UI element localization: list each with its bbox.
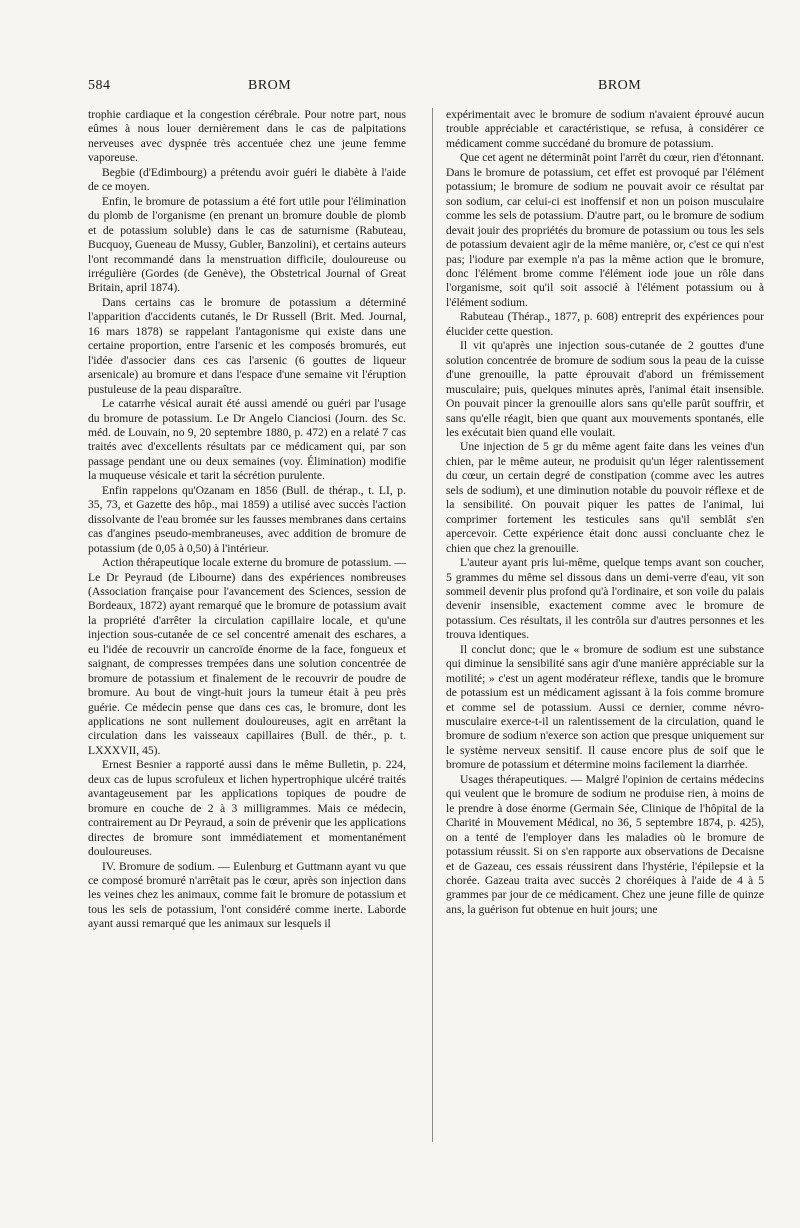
section-paragraph: Usages thérapeutiques. — Malgré l'opinion de certains médecins qui veulent que le bromure de sodium ne produise rien, à moins de le prendre à dose énorme (Germain Sée, Clinique de l'hôpital de la Charité in Mouvement Médical, no 36, 5 septembre 1874, p. 425), on a tenté de l'employer dans les maladies où le bromure de potassium réussit. Si on s'en rapporte aux observations de Decaisne et de Gazeau, ces essais réussirent dans l'hystérie, l'épilepsie et la chorée. Gazeau traita avec succès 2 choréiques à l'aide de 4 à 5 grammes par jour de ce médicament. Chez une jeune fille de quinze ans, la guérison fut obtenue en huit jours; une bbox=[446, 772, 764, 916]
paragraph: Le catarrhe vésical aurait été aussi amendé ou guéri par l'usage du bromure de potassium. Le Dr Angelo Cianciosi (Journ. des Sc. méd. de Louvain, no 9, 20 septembre 1880, p. 472) en a relaté 7 cas traités avec d'excellents résultats par ce médicament qui, par son passage pendant une ou deux semaines (voy. Élimination) modifie la muqueuse vésicale et tarit la sécrétion purulente. bbox=[88, 397, 406, 483]
page-number: 584 bbox=[88, 78, 111, 93]
section-paragraph: IV. Bromure de sodium. — Eulenburg et Guttmann ayant vu que ce composé bromuré n'arrêtait pas le cœur, après son injection dans les veines chez les animaux, comme fait le bromure de potassium et tous les sels de potassium, l'ont considéré comme inerte. Laborde ayant aussi remarqué que les animaux sur lesquels il bbox=[88, 859, 406, 931]
paragraph: Rabuteau (Thérap., 1877, p. 608) entreprit des expériences pour élucider cette question. bbox=[446, 310, 764, 338]
paragraph: L'auteur ayant pris lui-même, quelque temps avant son coucher, 5 grammes du même sel dissous dans un demi-verre d'eau, vit son sommeil devenir plus profond qu'à l'ordinaire, et son voile du palais devenir insensible, exactement comme avec le bromure de potassium. Ces résultats, il les contrôla sur d'autres personnes et les trouva identiques. bbox=[446, 556, 764, 642]
paragraph: trophie cardiaque et la congestion cérébrale. Pour notre part, nous eûmes à nous louer dernièrement dans le cas de palpitations nerveuses avec dyspnée très accentuée chez une jeune femme vaporeuse. bbox=[88, 108, 406, 165]
left-column bbox=[88, 108, 406, 932]
column-divider bbox=[432, 108, 433, 1142]
running-head-left: BROM bbox=[248, 78, 292, 93]
paragraph: Il vit qu'après une injection sous-cutanée de 2 gouttes d'une solution concentrée de bromure de sodium sous la peau de la cuisse d'une grenouille, la patte éprouvait d'abord un frémissement musculaire; puis, quelques minutes après, l'animal était insensible. On pouvait pincer la grenouille alors sans qu'elle parût souffrir, et sans qu'elle réagit, bien que quant aux mouvements spontanés, elle les exécutait bien quand elle voulait. bbox=[446, 339, 764, 439]
section-paragraph: Action thérapeutique locale externe du bromure de potassium. — Le Dr Peyraud (de Libourne) dans des expériences nombreuses (Association française pour l'avancement des Sciences, session de Bordeaux, 1872) ayant remarqué que le bromure de potassium avait la propriété d'arrêter la circulation capillaire locale, et qu'une injection sous-cutanée de ce sel concentré amenait des eschares, a eu l'idée de recouvrir un cancroïde énorme de la face, fongueux et saignant, de compresses trempées dans une solution concentrée de bromure de potassium et finalement de le recouvrir de poudre de bromure. Au bout de vingt-huit jours la tumeur était à peu près guérie. Ce médecin pense que dans ces cas, le bromure, dont les applications ne sont nullement douloureuses, agit en arrêtant la circulation dans les vaisseaux capillaires (Bull. de thér., p. t. LXXXVII, 45). bbox=[88, 556, 406, 757]
paragraph: Begbie (d'Edimbourg) a prétendu avoir guéri le diabète à l'aide de ce moyen. bbox=[88, 165, 406, 194]
paragraph: Une injection de 5 gr du même agent faite dans les veines d'un chien, par le même auteur, ne produisit qu'un léger ralentissement du cœur, un certain degré de constipation (comme avec les autres sels de sodium), et une diminution notable du pouvoir réflexe et de la sensibilité. On pouvait piquer les pattes de l'animal, lui comprimer fortement les testicules sans qu'il semblât s'en apercevoir. Cette expérience était donc aussi concluante chez le chien que chez la grenouille. bbox=[446, 440, 764, 555]
paragraph: Il conclut donc; que le « bromure de sodium est une substance qui diminue la sensibilité sans agir d'une manière appréciable sur la motilité; » c'est un agent modérateur réflexe, tandis que le bromure de potassium est un médicament agissant à la fois comme bromure et comme sel de potassium. Aussi ce dernier, comme névro-musculaire exerce-t-il un ralentissement de la circulation, quand le bromure de sodium n'exerce son action que presque uniquement sur le système nerveux sensitif. Il cause encore plus de soif que le bromure de potassium et détermine moins facilement la diarrhée. bbox=[446, 642, 764, 772]
paragraph: Ernest Besnier a rapporté aussi dans le même Bulletin, p. 224, deux cas de lupus scrofuleux et lichen hypertrophique ulcéré traités avantageusement par les applications topiques de poudre de bromure en couche de 2 à 3 milligrammes. Mais ce médecin, contrairement au Dr Peyraud, a soin de prévenir que les applications directes de bromure sont immédiatement et momentanément douloureuses. bbox=[88, 758, 406, 859]
paragraph: Enfin, le bromure de potassium a été fort utile pour l'élimination du plomb de l'organisme (en prenant un bromure double de plomb et de potassium soluble) dans le cas de saturnisme (Rabuteau, Bucquoy, Gueneau de Mussy, Gubler, Banzolini), et certains auteurs l'ont recommandé dans la menstruation difficile, douloureuse ou irrégulière (Gordes (de Genève), the Obstetrical Journal of Great Britain, april 1874). bbox=[88, 194, 406, 295]
paragraph: Enfin rappelons qu'Ozanam en 1856 (Bull. de thérap., t. LI, p. 35, 73, et Gazette des hôp., mai 1859) a utilisé avec succès l'action dissolvante de l'eau bromée sur les fausses membranes dans certains cas d'angines pseudo-membraneuses, avec addition de bromure de potassium (de 0,05 à 0,50) à l'intérieur. bbox=[88, 483, 406, 555]
right-column bbox=[446, 108, 764, 917]
page-header bbox=[88, 78, 778, 96]
paragraph: expérimentait avec le bromure de sodium n'avaient éprouvé aucun trouble appréciable et caractéristique, se refusa, à considérer ce médicament comme succédané du bromure de potassium. bbox=[446, 108, 764, 150]
paragraph: Que cet agent ne déterminât point l'arrêt du cœur, rien d'étonnant. Dans le bromure de potassium, cet effet est provoqué par l'élément potassium; le bromure de sodium ne pouvait avoir ce résultat par son sodium, car celui-ci est inoffensif et non un poison musculaire comme les sels de potassium. D'autre part, ou le bromure de sodium devait jouir des propriétés du bromure de potassium ou tous les sels de potassium devaient agir de la même manière, or, c'est ce qui n'est pas; l'iodure par exemple n'a pas la même action que le bromure, donc l'élément brome comme l'élément iode joue un rôle dans l'organisme, soit qu'il soit associé à l'élément potassium ou à l'élément sodium. bbox=[446, 151, 764, 309]
running-head-right: BROM bbox=[598, 78, 642, 93]
paragraph: Dans certains cas le bromure de potassium a déterminé l'apparition d'accidents cutanés, le Dr Russell (Brit. Med. Journal, 16 mars 1878) se rappelant l'antagonisme qui existe dans une certaine proportion, entre l'arsenic et les composés bromurés, eut l'idée d'associer dans ces cas l'arsenic (6 gouttes de liqueur arsenicale) au bromure et dans l'espace d'une semaine vit l'éruption pustuleuse de la peau disparaître. bbox=[88, 295, 406, 396]
